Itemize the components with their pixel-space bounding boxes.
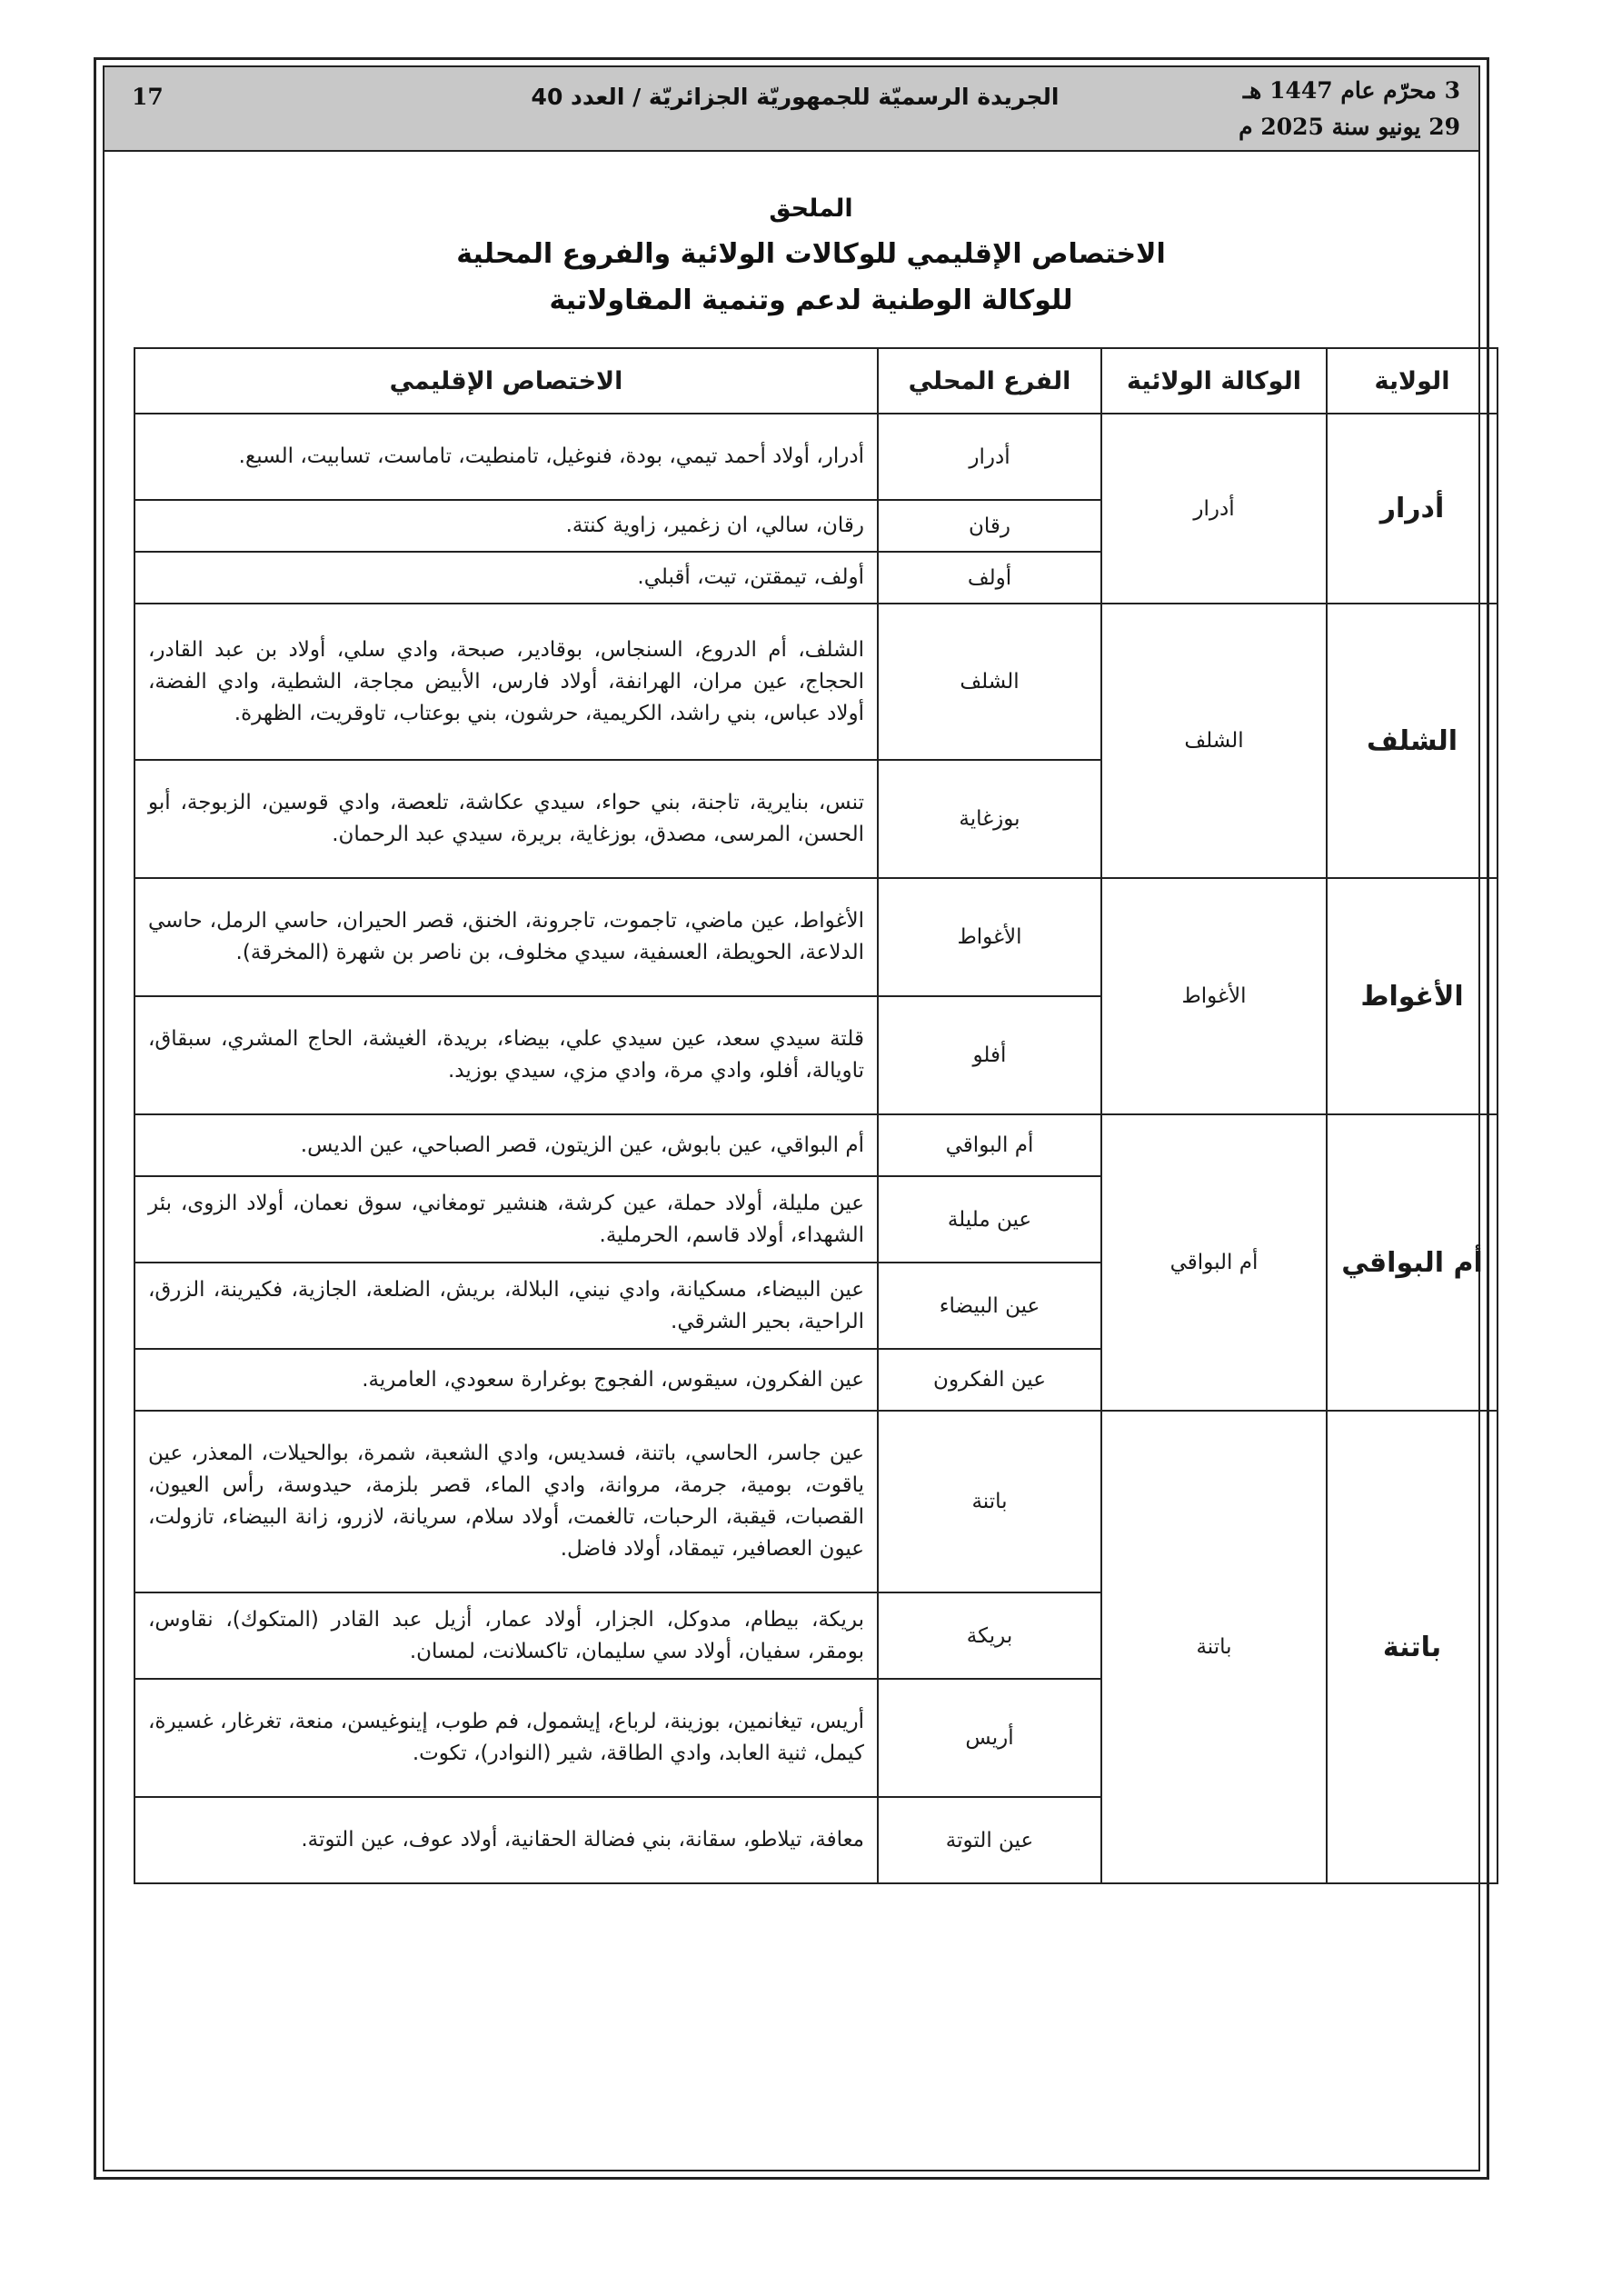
branch-cell: أم البواقي — [878, 1114, 1101, 1176]
territory-cell: عين مليلة، أولاد حملة، عين كرشة، هنشير تومغاني، سوق نعمان، أولاد الزوى، بئر الشهداء، أولاد قاسم، الحرملية. — [134, 1176, 878, 1263]
wilaya-cell: باتنة — [1327, 1411, 1498, 1883]
table-row — [134, 878, 1498, 996]
col-header-agency: الوكالة الولائية — [1101, 348, 1327, 414]
branch-cell: بوزغاية — [878, 760, 1101, 878]
table-row — [134, 1114, 1498, 1176]
branch-cell: أريس — [878, 1679, 1101, 1797]
header-title: الجريدة الرسميّة للجمهوريّة الجزائريّة / العدد 40 — [531, 84, 1060, 110]
header-dates — [1239, 73, 1460, 145]
territory-cell: عين جاسر، الحاسي، باتنة، فسديس، وادي الشعبة، شمرة، بوالحيلات، المعذر، عين ياقوت، بومية، جرمة، مروانة، وادي الماء، قصر بلزمة، حيدوسة، رأس العيون، القصبات، قيقبة، الرحبات، تالغمت، أولاد سلام، سريانة، لازرو، زانة البيضاء، تازولت، عيون العصافير، تيمقاد، أولاد فاضل. — [134, 1411, 878, 1592]
page-number: 17 — [132, 84, 164, 110]
branch-cell: باتنة — [878, 1411, 1101, 1592]
branch-cell: عين مليلة — [878, 1176, 1101, 1263]
branch-cell: عين الفكرون — [878, 1349, 1101, 1411]
agency-cell: أم البواقي — [1101, 1114, 1327, 1411]
wilaya-cell: الشلف — [1327, 604, 1498, 878]
agency-cell: الشلف — [1101, 604, 1327, 878]
wilaya-cell: أدرار — [1327, 414, 1498, 604]
territory-cell: عين البيضاء، مسكيانة، وادي نيني، البلالة، بريش، الضلعة، الجازية، فكيرينة، الزرق، الراحية، بحير الشرقي. — [134, 1263, 878, 1349]
branch-cell: أدرار — [878, 414, 1101, 500]
territory-cell: عين الفكرون، سيقوس، الفجوج بوغرارة سعودي، العامرية. — [134, 1349, 878, 1411]
branch-cell: عين التوتة — [878, 1797, 1101, 1883]
table-row — [134, 1411, 1498, 1592]
col-header-branch: الفرع المحلي — [878, 348, 1101, 414]
territory-cell: قلتة سيدي سعد، عين سيدي علي، بيضاء، بريدة، الغيشة، الحاج المشري، سبقاق، تاويالة، أفلو، وادي مرة، وادي مزي، سيدي بوزيد. — [134, 996, 878, 1114]
table-row — [134, 414, 1498, 500]
col-header-wilaya: الولاية — [1327, 348, 1498, 414]
territory-cell: أدرار، أولاد أحمد تيمي، بودة، فنوغيل، تامنطيت، تاماست، تسابيت، السبع. — [134, 414, 878, 500]
branch-cell: عين البيضاء — [878, 1263, 1101, 1349]
annex-label: الملحق — [769, 195, 853, 223]
territory-cell: الشلف، أم الدروع، السنجاس، بوقادير، صبحة، وادي سلي، أولاد بن عبد القادر، الحجاج، عين مران، الهرانفة، أولاد فارس، الأبيض مجاجة، الشطية، وادي الفضة، أولاد عباس، بني راشد، الكريمية، حرشون، بني بوعتاب، تاوقريت، الظهرة. — [134, 604, 878, 760]
branch-cell: أولف — [878, 552, 1101, 604]
agency-cell: الأغواط — [1101, 878, 1327, 1114]
branch-cell: بريكة — [878, 1592, 1101, 1679]
table-header-row — [134, 348, 1498, 414]
header-date-gregorian: 29 يونيو سنة 2025 م — [1239, 114, 1460, 140]
territory-cell: بريكة، بيطام، مدوكل، الجزار، أولاد عمار، أزيل عبد القادر (المتكوك)، نقاوس، بومقر، سفيان، أولاد سي سليمان، تاكسلانت، لمسان. — [134, 1592, 878, 1679]
annex-title-line1: الاختصاص الإقليمي للوكالات الولائية والفروع المحلية — [456, 238, 1166, 270]
territory-cell: الأغواط، عين ماضي، تاجموت، تاجرونة، الخنق، قصر الحيران، حاسي الرمل، حاسي الدلاعة، الحويطة، العسفية، سيدي مخلوف، بن ناصر بن شهرة (المخرقة). — [134, 878, 878, 996]
territory-cell: رقان، سالي، ان زغمير، زاوية كنتة. — [134, 500, 878, 552]
territory-cell: تنس، بنايرية، تاجنة، بني حواء، سيدي عكاشة، تلعصة، وادي قوسين، الزبوجة، أبو الحسن، المرسى، مصدق، بوزغاية، بريرة، سيدي عبد الرحمان. — [134, 760, 878, 878]
table-row — [134, 604, 1498, 760]
branch-cell: الأغواط — [878, 878, 1101, 996]
wilaya-cell: أم البواقي — [1327, 1114, 1498, 1411]
gazette-header — [104, 67, 1478, 152]
branch-cell: أفلو — [878, 996, 1101, 1114]
branch-cell: رقان — [878, 500, 1101, 552]
wilaya-cell: الأغواط — [1327, 878, 1498, 1114]
territory-cell: أريس، تيغانمين، بوزينة، لرباع، إيشمول، فم طوب، إينوغيسن، منعة، تغرغار، غسيرة، كيمل، ثنية العابد، وادي الطاقة، شير (النوادر)، تكوت. — [134, 1679, 878, 1797]
branch-cell: الشلف — [878, 604, 1101, 760]
agency-cell: أدرار — [1101, 414, 1327, 604]
territory-cell: أولف، تيمقتن، تيت، أقبلي. — [134, 552, 878, 604]
agency-cell: باتنة — [1101, 1411, 1327, 1883]
header-date-hijri: 3 محرّم عام 1447 هـ — [1242, 77, 1460, 104]
territory-cell: أم البواقي، عين بابوش، عين الزيتون، قصر الصباحي، عين الديس. — [134, 1114, 878, 1176]
col-header-territory: الاختصاص الإقليمي — [134, 348, 878, 414]
annex-title-line2: للوكالة الوطنية لدعم وتنمية المقاولاتية — [549, 285, 1073, 316]
territory-cell: معافة، تيلاطو، سقانة، بني فضالة الحقانية، أولاد عوف، عين التوتة. — [134, 1797, 878, 1883]
jurisdiction-table — [134, 347, 1498, 1884]
